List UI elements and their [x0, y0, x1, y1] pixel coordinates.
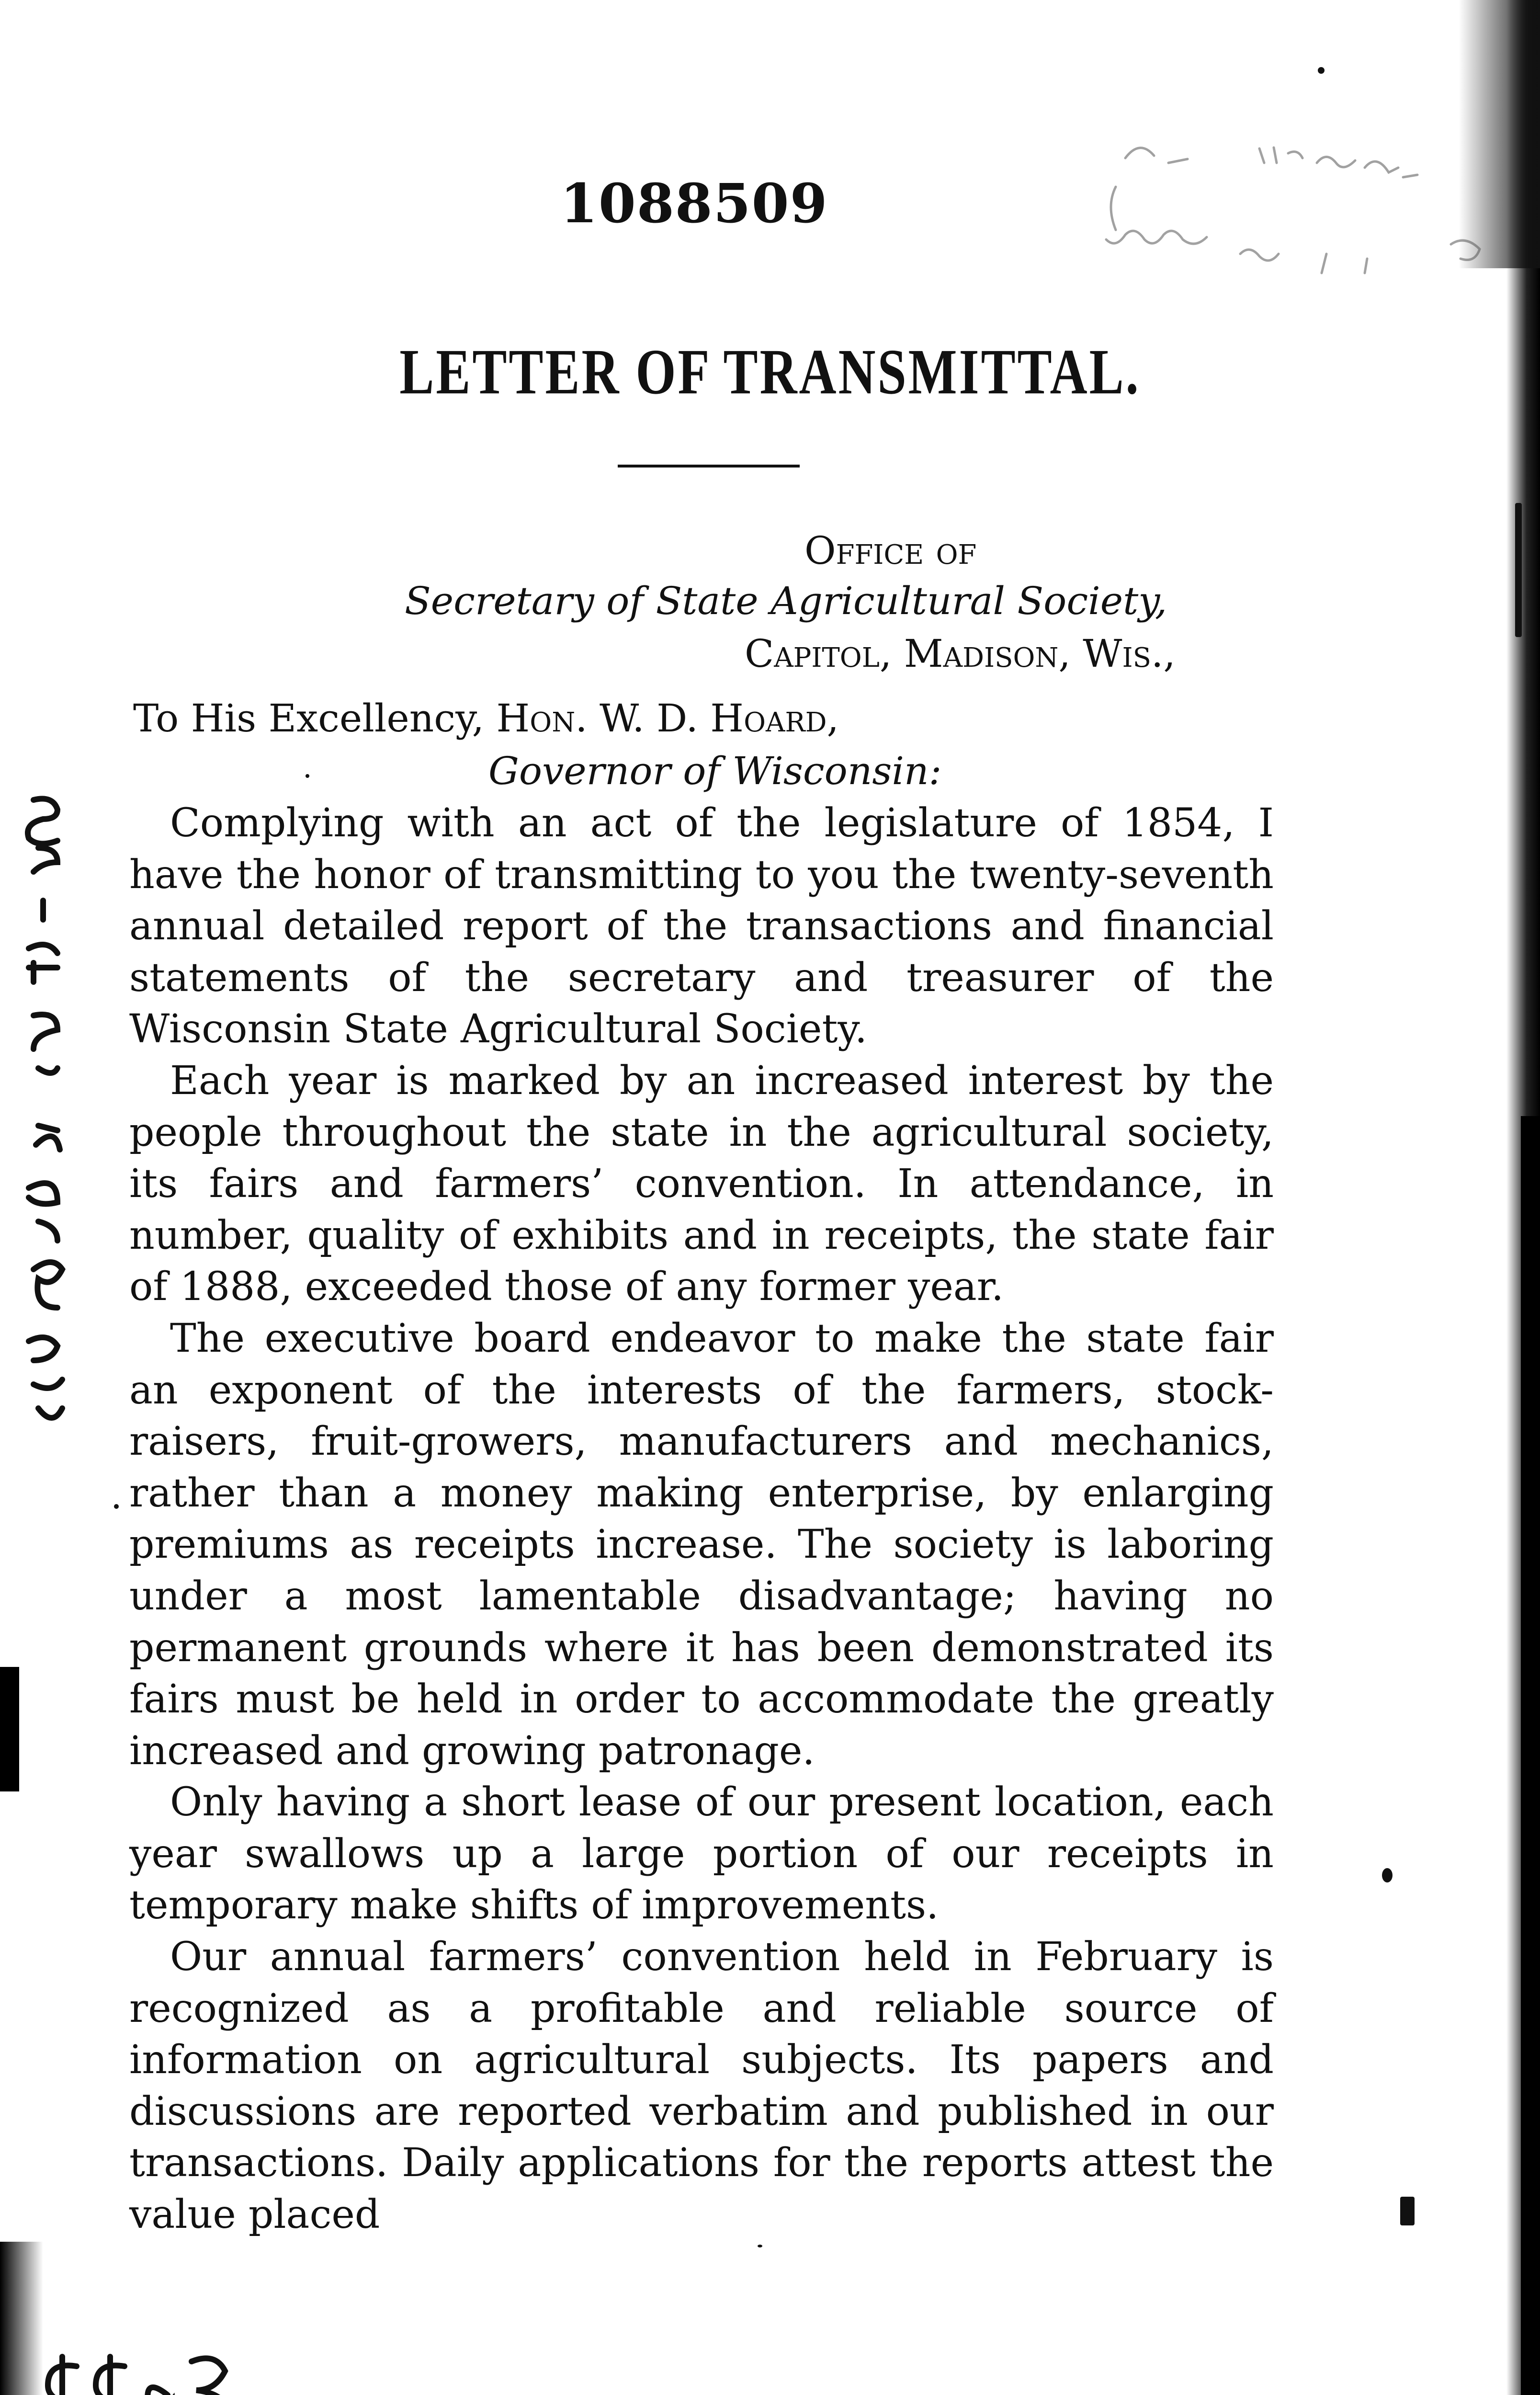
handwritten-page-number	[34, 2347, 239, 2395]
body-paragraph: Complying with an act of the legislature of 1854, I have the honor of transmitting to you the twenty-seventh annual detailed report of the transactions and financial statements of the secretary and treasurer of the Wisconsin State Agricultural Society.	[129, 800, 1274, 1052]
scan-right-edge-bar	[1521, 1116, 1540, 2395]
title-divider	[618, 465, 800, 468]
salutation-suffix: ,	[827, 696, 839, 741]
handwritten-margin-note	[10, 790, 77, 1471]
salutation-name: Hon. W. D. Hoard	[496, 696, 827, 741]
body-paragraph: Only having a short lease of our present location, each year swallows up a large portion of our receipts in temporary make shifts of improvements.	[129, 1779, 1274, 1928]
header-capitol	[745, 631, 1176, 676]
header-secretary: Secretary of State Agricultural Society,	[405, 579, 1167, 623]
body-paragraph: Our annual farmers’ convention held in February is recognized as a profitable and reliable source of information on agricultural subjects. Its papers and discussions are reported verbatim and published in our transactions. Daily applications for the reports attest the value placed	[129, 1934, 1274, 2238]
header-capitol-text: Capitol, Madison, Wis.	[745, 631, 1164, 676]
salutation	[133, 696, 839, 741]
body-paragraph: Each year is marked by an increased interest by the people throughout the state in the agricultural society, its fairs and farmers’ convention. In attendance, in number, quality of exhibits and in receipts, the state fair of 1888, exceeded those of any former year.	[129, 1058, 1274, 1310]
salutation-prefix: To His Excellency,	[133, 696, 497, 741]
body-paragraph: The executive board endeavor to make the state fair an exponent of the interests of the farmers, stock-raisers, fruit-growers, manufacturers and mechanics, rather than a money making enterprise, by enlarging premiums as receipts increase. The society is laboring under a most lamentable disadvantage; having no permanent grounds where it has been demonstrated its fairs must be held in order to accommodate the greatly increased and growing patronage.	[129, 1315, 1274, 1774]
header-capitol-comma: ,	[1163, 631, 1176, 676]
document-title: LETTER OF TRANSMITTAL.	[399, 336, 1141, 408]
scan-left-edge-mark	[0, 1667, 19, 1791]
salutation-governor: Governor of Wisconsin:	[488, 749, 942, 793]
library-stamp	[1097, 129, 1499, 311]
letter-body	[129, 798, 1274, 2241]
header-office-of: Office of	[804, 528, 977, 573]
document-number: 1088509	[560, 172, 828, 235]
